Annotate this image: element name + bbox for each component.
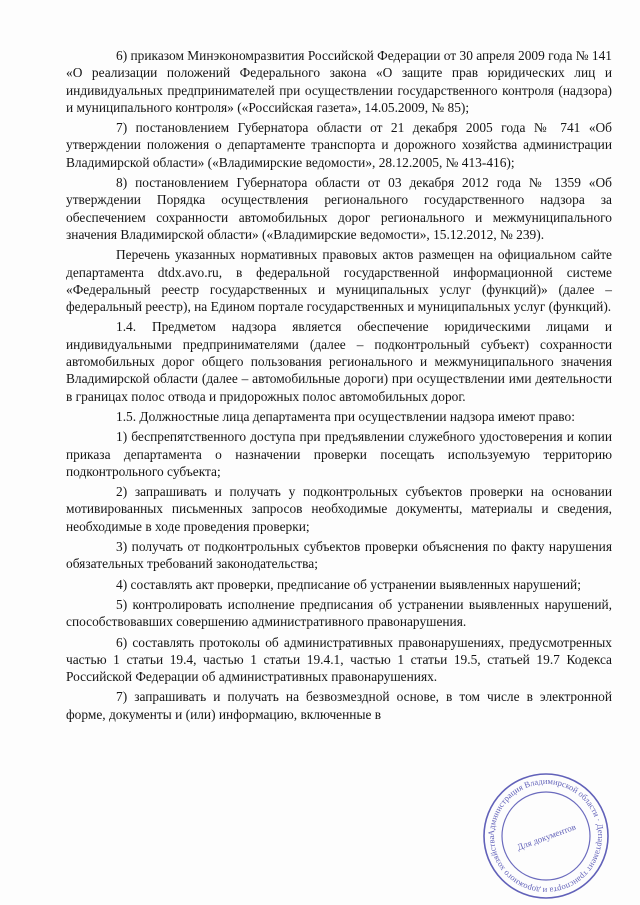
paragraph-13: 7) запрашивать и получать на безвозмездной основе, в том числе в электронной форме, документы и (или) информацию, включенные в [66,689,612,722]
paragraph-2: 7) постановлением Губернатора области от 21 декабря 2005 года № 741 «Об утверждении положения о департаменте транспорта и дорожного хозяйства администрации Владимирской области» («Владимирские ведомости», 28.12.2005, № 413-416); [66,120,612,170]
document-body [66,47,612,723]
stamp-outer-text: Администрация Владимирской области · Департамент транспорта и дорожного хозяйства [485,775,607,897]
paragraph-12: 6) составлять протоколы об административных правонарушениях, предусмотренных частью 1 статьи 19.4, частью 1 статьи 19.4.1, частью 1 статьи 19.5, статьей 19.7 Кодекса Российской Федерации об административных правонарушениях. [66,634,612,685]
paragraph-8: 2) запрашивать и получать у подконтрольных субъектов проверки на основании мотивированных письменных запросов необходимые документы, материалы и сведения, необходимые в ходе проведения проверки; [66,484,612,534]
paragraph-6: 1.5. Должностные лица департамента при осуществлении надзора имеют право: [116,408,575,424]
stamp-seal-icon [480,770,612,902]
paragraph-10: 4) составлять акт проверки, предписание об устранении выявленных нарушений; [116,576,581,592]
stamp-inner-text: Для документов [515,821,578,853]
paragraph-3: 8) постановлением Губернатора области от 03 декабря 2012 года № 1359 «Об утверждении Порядка осуществления регионального государственного надзора за обеспечением сохранности автомобильных дорог регионального и межмуниципального значения Владимирской области» («Владимирские ведомости», 15.12.2012, № 239). [66,175,612,242]
paragraph-7: 1) беспрепятственного доступа при предъявлении служебного удостоверения и копии приказа департамента о назначении проверки посещать используемую территорию подконтрольного субъекта; [66,429,612,479]
paragraph-1: 6) приказом Минэкономразвития Российской Федерации от 30 апреля 2009 года № 141 «О реализации положений Федерального закона «О защите прав юридических лиц и индивидуальных предпринимателей при осуществлении государственного контроля (надзора) и муниципального контроля» («Российская газета», 14.05.2009, № 85); [66,48,612,115]
official-stamp [480,770,612,902]
paragraph-9: 3) получать от подконтрольных субъектов проверки объяснения по факту нарушения обязательных требований законодательства; [66,539,612,572]
paragraph-4: Перечень указанных нормативных правовых актов размещен на официальном сайте департамента dtdx.avo.ru, в федеральной государственной информационной системе «Федеральный реестр государственных и муниципальных услуг (функций)» (далее – федеральный реестр), на Едином портале государственных и муниципальных услуг (функций). [66,247,612,315]
paragraph-5: 1.4. Предметом надзора является обеспечение юридическими лицами и индивидуальными предпринимателями (далее – подконтрольный субъект) сохранности автомобильных дорог общего пользования регионального и межмуниципального значения Владимирской области (далее – автомобильные дороги) при осуществлении ими деятельности в границах полос отвода и придорожных полос автомобильных дорог. [66,319,612,404]
paragraph-11: 5) контролировать исполнение предписания об устранении выявленных нарушений, способствовавших совершению административного правонарушения. [66,596,612,630]
